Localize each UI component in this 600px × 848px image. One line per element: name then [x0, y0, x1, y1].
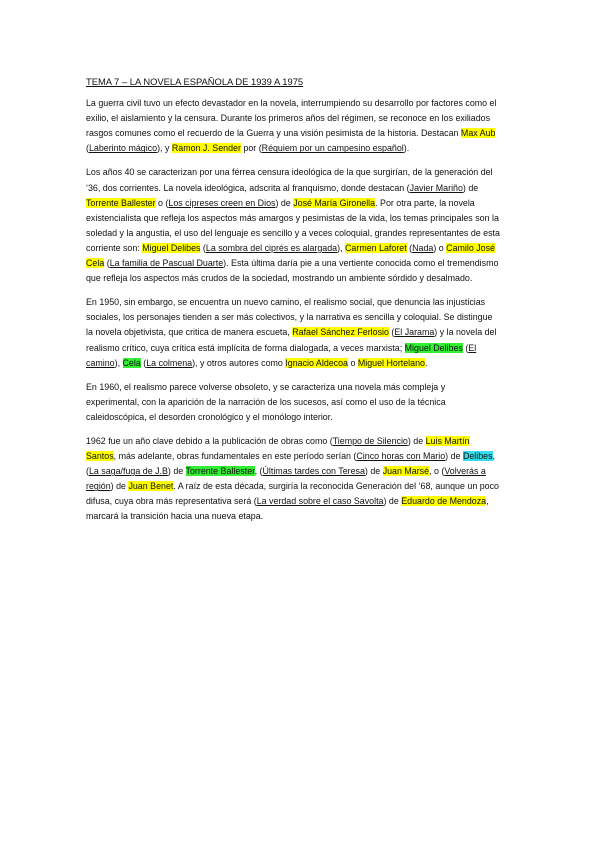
document-title: TEMA 7 – LA NOVELA ESPAÑOLA DE 1939 A 1975 [86, 76, 304, 87]
text-run: , marcará la transición hacia una nueva etapa. [86, 496, 489, 522]
highlighted-author: Torrente Ballester [86, 197, 156, 208]
work-title: La colmena [146, 357, 193, 368]
highlighted-author: José María Gironella [293, 197, 376, 208]
text-run: , o ( [429, 466, 445, 477]
highlighted-author: Cela [122, 357, 141, 368]
text-run: ) de [462, 182, 479, 193]
text-run: ), [114, 357, 123, 368]
text-run: ( [86, 143, 89, 154]
work-title: Cinco horas con Mario [356, 451, 446, 462]
work-title: La saga/fuga de J.B [88, 466, 168, 477]
text-run: . [424, 357, 428, 368]
highlighted-author: Luis Martín Santos [86, 435, 470, 462]
text-run: ). Esta última daría pie a una vertiente conocida como el tremendismo que refleja los aspectos más crudos de la sociedad, mostrando un ambiente sórdido y desalmado. [86, 258, 499, 284]
work-title: Los cipreses creen en Dios [168, 197, 276, 208]
highlighted-author: Carmen Laforet [345, 242, 407, 253]
text-run: ) y la novela del realismo crítico, cuya crítica está implícita de forma dialogada, a veces marxista; [86, 327, 497, 353]
text-run: ), y [157, 143, 172, 154]
text-run: ) de [407, 435, 426, 446]
highlighted-author: Juan Benet [128, 481, 174, 492]
text-run: Los años 40 se caracterizan por una férrea censura ideológica de la que surgirían, de la generación del ‘36, dos corrientes. La novela ideológica, adscrita al franquismo, donde destacan ( [86, 167, 493, 193]
highlighted-author: Miguel Delibes [142, 242, 201, 253]
highlighted-author: Ignacio Aldecoa [285, 357, 348, 368]
text-run: ). [403, 143, 410, 154]
highlighted-author: Rafael Sánchez Ferlosio [292, 327, 389, 338]
text-run: ) de [110, 481, 129, 492]
work-title: El camino [86, 342, 477, 368]
text-run: ) de [445, 451, 463, 462]
text-run: . A raíz de esta década, surgiría la reconocida Generación del ‘68, aunque un poco difusa, cuya obra más representativa será ( [86, 481, 499, 507]
text-run: o [348, 357, 358, 368]
highlighted-author: Juan Marsé [382, 466, 430, 477]
highlighted-author: Torrente Ballester [185, 466, 255, 477]
work-title: La familia de Pascual Duarte [109, 258, 224, 269]
text-run: ( [104, 258, 110, 269]
work-title: Tiempo de Silencio [332, 435, 408, 446]
text-run: ( [406, 242, 413, 253]
highlighted-author: Eduardo de Mendoza [401, 496, 487, 507]
text-run: por ( [240, 143, 262, 154]
text-run: , ( [86, 451, 496, 477]
highlighted-author: Max Aub [460, 128, 496, 139]
text-run: , ( [254, 466, 263, 477]
work-title: El Jarama [394, 327, 435, 338]
work-title: La verdad sobre el caso Savolta [256, 496, 384, 507]
text-run: . Por otra parte, la novela existencialista que refleja los aspectos más amargos y pesimistas de la vida, los temas principales son la soledad y la angustia, el uso del lenguaje es sencillo y a veces coloquial, grandes representantes de esta corriente son: [86, 197, 500, 253]
text-run: En 1960, el realismo parece volverse obsoleto, y se caracteriza una novela más compleja y experimental, con la aparición de la narración de los sucesos, así como el uso de la técnica caleidoscópica, el desorden cronológico y el monólogo interior. [86, 381, 446, 422]
paragraph [86, 380, 500, 425]
text-run: ) de [275, 197, 294, 208]
highlighted-author: Delibes [462, 451, 493, 462]
paragraph [86, 434, 500, 525]
highlighted-author: Ramon J. Sender [171, 143, 241, 154]
work-title: Últimas tardes con Teresa [262, 466, 365, 477]
text-run: ( [388, 327, 395, 338]
document-body [86, 74, 500, 534]
work-title: Réquiem por un campesino español [261, 143, 404, 154]
text-run: , más adelante, obras fundamentales en este período serían ( [113, 451, 357, 462]
paragraph [86, 96, 500, 156]
text-run: La guerra civil tuvo un efecto devastador en la novela, interrumpiendo su desarrollo por factores como el exilio, el aislamiento y la censura. Durante los primeros años del régimen, se reconoce en los exiliados rasgos comunes como el recuerdo de la Guerra y una visión pesimista de la historia. Destacan [86, 98, 497, 139]
text-run: ), [337, 242, 346, 253]
text-run: ) de [167, 466, 186, 477]
paragraph-list [86, 96, 500, 524]
work-title: Volverás a región [86, 466, 486, 492]
highlighted-author: Miguel Hortelano [357, 357, 425, 368]
text-run: o ( [155, 197, 169, 208]
work-title: Javier Mariño [409, 182, 463, 193]
highlighted-author: Camilo José Cela [86, 242, 495, 269]
text-run: 1962 fue un año clave debido a la publicación de obras como ( [86, 435, 333, 446]
text-run: ( [462, 342, 469, 353]
text-run: ( [200, 242, 206, 253]
work-title: Nada [412, 242, 434, 253]
text-run: ) o [433, 242, 447, 253]
text-run: ), y otros autores como [192, 357, 286, 368]
work-title: Laberinto mágico [88, 143, 158, 154]
paragraph [86, 295, 500, 370]
text-run: ) de [364, 466, 383, 477]
text-run: ( [140, 357, 147, 368]
text-run: ) de [383, 496, 402, 507]
highlighted-author: Miguel Delibes [404, 342, 463, 353]
paragraph [86, 165, 500, 286]
text-run: En 1950, sin embargo, se encuentra un nuevo camino, el realismo social, que denuncia las injusticias sociales, los personajes tienden a ser más colectivos, y la narrativa es sencilla y coloquial. Se distingue la novela objetivista, que critica de manera escueta, [86, 297, 493, 338]
work-title: La sombra del ciprés es alargada [205, 242, 338, 253]
